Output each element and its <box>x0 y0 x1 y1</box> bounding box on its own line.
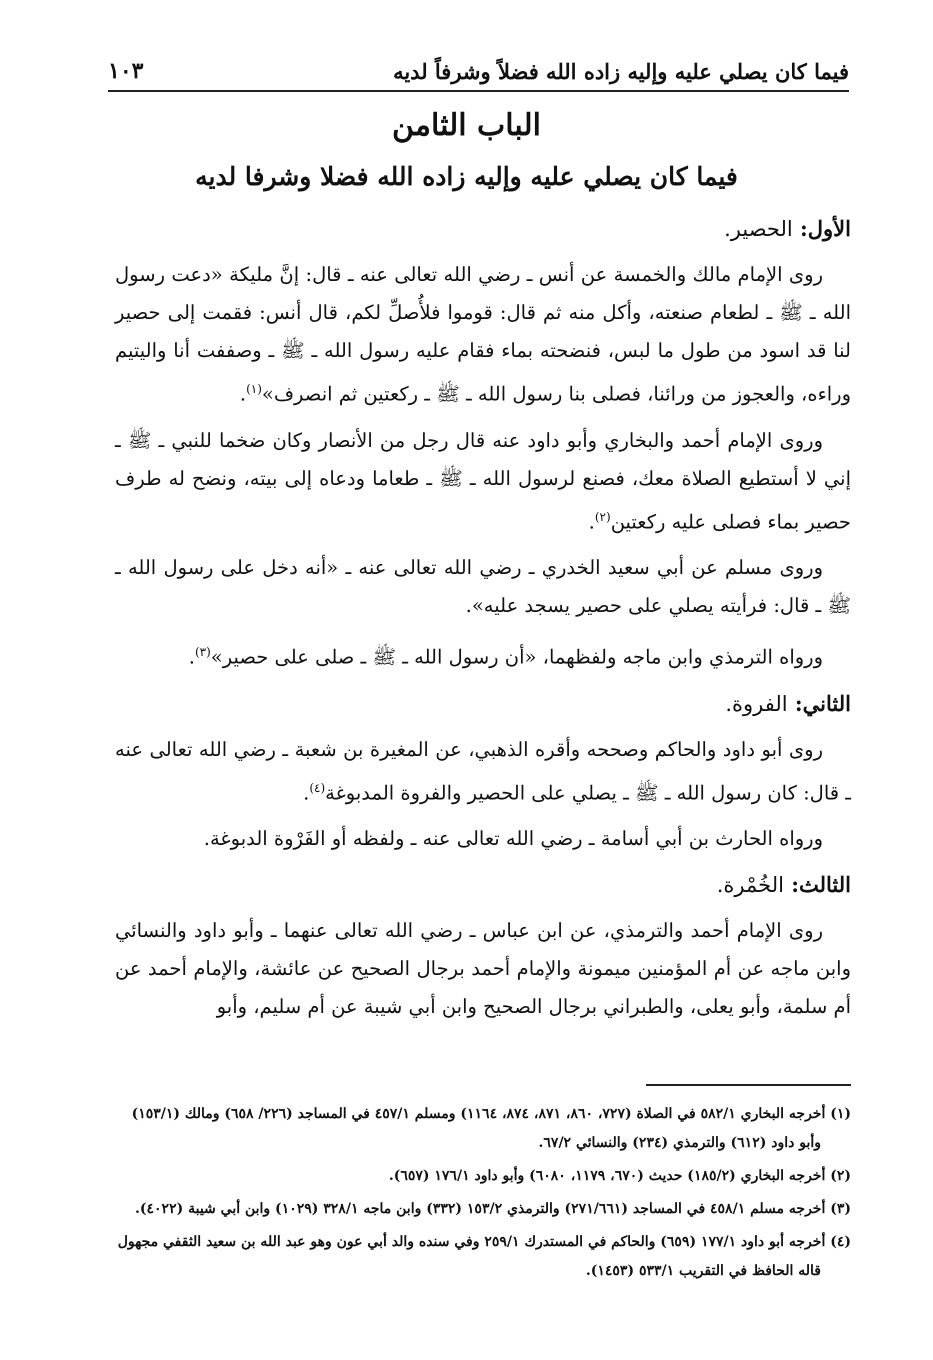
footnote <box>115 1162 851 1191</box>
footnote-text: أخرجه البخاري ٥٨٢/١ في الصلاة (٧٢٧، ٨٦٠، ٨٧١، ٨٧٤، ١١٦٤) ومسلم ٤٥٧/١ في المساجد (٢٢٦/ ٦٥٨) ومالك (١٥٣/١) وأبو داود (٦١٢) والترمذي (٢٣٤) والنسائي ٦٧/٢. <box>131 1106 826 1151</box>
paragraph <box>115 633 851 677</box>
footnote <box>115 1228 851 1286</box>
section-heading-second <box>115 685 851 723</box>
footnote-number: (١) <box>830 1106 851 1122</box>
section-label: الثاني: <box>794 690 851 716</box>
paragraph <box>115 422 851 542</box>
footnote-separator <box>646 1084 851 1086</box>
footnote-number: (٣) <box>830 1201 851 1217</box>
section-label: الأول: <box>800 216 851 241</box>
running-title: فيما كان يصلي عليه وإليه زاده الله فضلاً وشرفاً لديه <box>393 59 849 84</box>
paragraph <box>115 731 851 813</box>
footnote-number: (٤) <box>830 1234 851 1250</box>
paragraph <box>115 820 851 858</box>
footnote-ref: (١) <box>246 382 262 396</box>
running-header <box>108 48 849 92</box>
paragraph-end: . <box>588 510 595 533</box>
section-heading-first <box>115 210 851 248</box>
footnote-ref: (٣) <box>194 645 211 659</box>
chapter-subtitle: فيما كان يصلي عليه وإليه زاده الله فضلا وشرفا لديه <box>195 162 738 191</box>
paragraph-text: روى الإمام أحمد والترمذي، عن ابن عباس ـ رضي الله تعالى عنهما ـ وأبو داود والنسائي وابن ماجه عن أم المؤمنين ميمونة والإمام أحمد برجال الصحيح عن عائشة، والإمام أحمد عن أم سلمة، وأبو يعلى، والطبراني برجال الصحيح وابن أبي شيبة عن أم سليم، وأبو <box>115 919 851 1018</box>
paragraph <box>115 256 851 414</box>
footnote-text: أخرجه أبو داود ١٧٧/١ (٦٥٩) والحاكم في المستدرك ٢٥٩/١ وفي سنده والد أبي عون وهو عبد الله بن سعيد الثقفي مجهول قاله الحافظ في التقريب ٥٣٣/١ (١٤٥٣). <box>117 1234 826 1279</box>
paragraph-text: ورواه الحارث بن أبي أسامة ـ رضي الله تعالى عنه ـ ولفظه أو الفَرْوة الدبوغة. <box>203 827 823 850</box>
footnote-text: أخرجه البخاري (١٨٥/٢) حديث (٦٧٠، ١١٧٩، ٦٠٨٠) وأبو داود ١٧٦/١ (٦٥٧). <box>388 1168 826 1184</box>
footnote-text: أخرجه مسلم ٤٥٨/١ في المساجد (٢٧١/٦٦١) والترمذي ١٥٣/٢ (٣٣٢) وابن ماجه ٣٢٨/١ (١٠٢٩) وابن أبي شيبة (٤٠٢٢). <box>135 1201 826 1217</box>
paragraph <box>115 549 851 625</box>
paragraph-text: وروى مسلم عن أبي سعيد الخدري ـ رضي الله تعالى عنه ـ «أنه دخل على رسول الله ـ ﷺ ـ قال: فرأيته يصلي على حصير يسجد عليه». <box>115 556 851 617</box>
paragraph-text: وروى الإمام أحمد والبخاري وأبو داود عنه قال رجل من الأنصار وكان ضخما للنبي ـ ﷺ ـ إني لا أستطيع الصلاة معك، فصنع لرسول الله ـ ﷺ ـ طعاما ودعاه إلى بيته، ونضح له طرف حصير بماء فصلى عليه ركعتين <box>115 428 851 533</box>
section-name: الفروة. <box>725 691 788 716</box>
section-label: الثالث: <box>791 872 851 897</box>
footnote <box>115 1100 851 1158</box>
section-name: الحصير. <box>724 217 793 241</box>
paragraph-text: ورواه الترمذي وابن ماجه ولفظهما، «أن رسول الله ـ ﷺ ـ صلى على حصير» <box>210 645 823 669</box>
footnote-ref: (٤) <box>309 780 326 795</box>
paragraph-end: . <box>303 781 310 804</box>
chapter-title: الباب الثامن <box>392 108 541 143</box>
paragraph-text: روى الإمام مالك والخمسة عن أنس ـ رضي الله تعالى عنه ـ قال: إنَّ مليكة «دعت رسول الله ـ ﷺ ـ لطعام صنعته، وأكل منه ثم قال: قوموا فلأُصلِّ لكم، قال أنس: فقمت إلى حصير لنا قد اسود من طول ما لبس، فنضحته بماء فقام عليه رسول الله ـ ﷺ ـ وصففت أنا واليتيم وراءه، والعجوز من ورائنا، فصلى بنا رسول الله ـ ﷺ ـ ركعتين ثم انصرف» <box>115 263 851 406</box>
paragraph-end: . <box>188 645 195 669</box>
paragraph-end: . <box>239 382 247 406</box>
paragraph <box>115 912 851 1026</box>
footnote-ref: (٢) <box>594 509 611 524</box>
footnotes <box>115 1100 851 1290</box>
footnote-number: (٢) <box>830 1168 851 1184</box>
body-text <box>115 208 851 1034</box>
section-name: الخُمْرة. <box>716 873 784 897</box>
page-number: ١٠٣ <box>108 58 144 84</box>
paragraph-text: روى أبو داود والحاكم وصححه وأقره الذهبي، عن المغيرة بن شعبة ـ رضي الله تعالى عنه ـ قال: كان رسول الله ـ ﷺ ـ يصلي على الحصير والفروة المدبوغة <box>115 737 851 804</box>
footnote <box>115 1195 851 1224</box>
section-heading-third <box>115 866 851 904</box>
